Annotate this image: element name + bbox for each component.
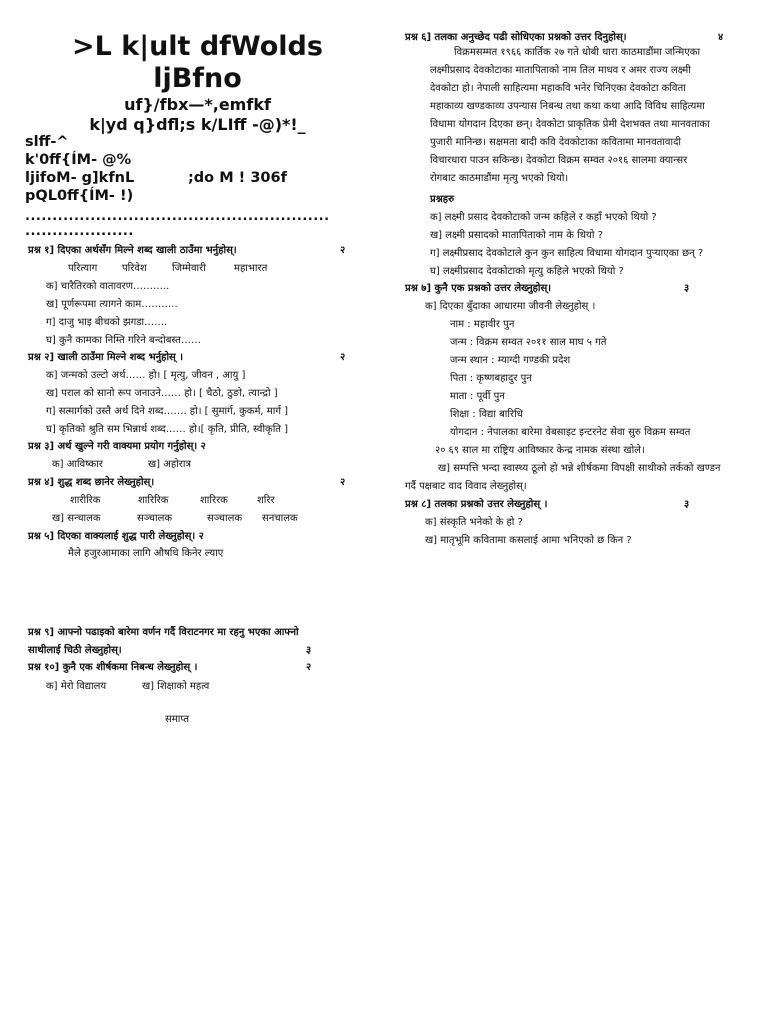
question-7-marks: ३	[684, 283, 690, 294]
question-2-title: प्रश्न २] खाली ठाउँमा मिल्ने शब्द भर्नुहोस् ।	[28, 352, 184, 363]
question-8-marks: ३	[684, 499, 690, 510]
question-item: ख] अहोरात्र	[148, 459, 192, 470]
passage-line: विक्रमसम्मत १९६६ कार्तिक २७ गते धोबी धारा काठमाडौंमा जन्मिएका	[454, 47, 701, 58]
bio-line: जन्म : विक्रम सम्वत २०११ साल माघ ५ गते	[450, 337, 607, 348]
passage-line: रोगबाट काठमाडौंमा मृत्यु भएको थियो।	[430, 173, 569, 184]
class-label: slff-^	[25, 134, 69, 150]
divider-dots: ....................	[25, 224, 134, 239]
question-9-title-cont: साथीलाई चिठी लेख्नुहोस्।	[28, 645, 122, 656]
question-item: ग] दाजु भाइ बीचको झगडा…….	[46, 317, 168, 328]
passage-line: विधामा योगदान दिएका छन्। देवकोटा प्राकृतिक प्रेमी देशभक्त तथा मानवताका	[430, 119, 710, 130]
word-option: सञ्चालक	[137, 513, 173, 524]
word-option: ख] सन्चालक	[52, 513, 101, 524]
question-item: ख] पूर्णरूपमा त्यागने काम………..	[46, 299, 178, 310]
bio-line: योगदान : नेपालका बारेमा वेबसाइट इन्टरनेट सेवा सुरु विक्रम सम्वत	[450, 427, 691, 438]
time-label: ;do M ! 306f	[188, 170, 287, 186]
word-option: शारिरिक	[138, 495, 169, 506]
pass-marks: pQL0ff{ÍM- !)	[25, 188, 134, 204]
question-item: क] मेरो विद्यालय	[46, 681, 107, 692]
exam-title: k|yd q}dfl;s k/LIff -@)*!_	[89, 115, 306, 134]
question-item: ख] सम्पत्ति भन्दा स्वास्थ्य ठूलो हो भन्ने शीर्षकमा विपक्षी साथीको तर्कको खण्डन	[438, 463, 721, 474]
bio-line: माता : पूर्वी पुन	[450, 391, 505, 402]
word-option: सनचालक	[262, 513, 298, 524]
question-1-marks: २	[340, 245, 346, 256]
passage-line: देवकोटा हो। नेपाली साहित्यमा महाकवि भनेर चिनिएका देवकोटा कविता	[430, 83, 686, 94]
bio-line: नाम : महावीर पुन	[450, 319, 515, 330]
question-item: क] संस्कृति भनेको के हो ?	[425, 517, 523, 528]
question-10-title: प्रश्न १०] कुनै एक शीर्षकमा निबन्ध लेख्नुहोस् ।	[28, 662, 198, 673]
word-option: शरिर	[257, 495, 275, 506]
question-6-marks: ४	[718, 32, 724, 43]
question-item: क] चारैतिरको वातावरण………..	[46, 281, 170, 292]
word-option: महाभारत	[234, 263, 268, 274]
question-9-marks: ३	[306, 645, 312, 656]
question-10-marks: २	[306, 662, 312, 673]
question-9-title: प्रश्न ९] आफ्नो पढाइको बारेमा वर्णन गर्दै विराटनगर मा रहनु भएका आफ्नो	[28, 627, 299, 638]
question-4-title: प्रश्न ४] शुद्ध शब्द छानेर लेख्नुहोस्।	[28, 477, 155, 488]
question-7-title: प्रश्न ७] कुनै एक प्रश्नको उत्तर लेख्नुहोस्।	[405, 283, 552, 294]
question-5-title: प्रश्न ५] दिएका वाक्यलाई शुद्ध पारी लेख्नुहोस्। २	[28, 531, 204, 542]
word-option: जिम्मेवारी	[172, 263, 206, 274]
school-subtitle: ljBfno	[153, 63, 242, 94]
question-8-title: प्रश्न ८] तलका प्रश्नको उत्तर लेख्नुहोस् ।	[405, 499, 548, 510]
question-item: ग] सत्मार्गको उस्तै अर्थ दिने शब्द……. हो। [ सुमार्ग, कुकर्म, मार्ग ]	[46, 406, 289, 417]
subject-label: ljifoM- g]kfnL	[25, 170, 135, 186]
divider-dots: ........................................................	[25, 209, 330, 224]
passage-line: लक्ष्मीप्रसाद देवकोटाका मातापिताको नाम तिल माधव र अमर राज्य लक्ष्मी	[430, 65, 691, 76]
end-marker: समाप्त	[165, 714, 190, 725]
question-item: घ] कुनै कामका निम्ति गरिने बन्दोबस्त……	[46, 335, 201, 346]
question-item: ख] शिक्षाको महत्व	[142, 681, 210, 692]
question-item: घ] कृतिको श्रुति सम भिन्नार्थ शब्द…… हो।[ कृति, प्रीति, स्वीकृति ]	[46, 424, 289, 435]
question-item: क] लक्ष्मी प्रसाद देवकोटाको जन्म कहिले र कहाँ भएको थियो ?	[430, 212, 657, 223]
school-name: >L k|ult dfWolds	[72, 31, 323, 62]
questions-subheading: प्रश्नहरु	[430, 194, 455, 205]
word-option: सञ्चालक	[207, 513, 243, 524]
full-marks: k'0ff{ÍM- @%	[25, 152, 132, 168]
question-item-cont: गर्दै पक्षबाट वाद विवाद लेख्नुहोस्।	[405, 481, 527, 492]
passage-line: विचारधारा पाउन सकिन्छ। देवकोटा विक्रम सम्वत २०१६ सालमा क्यान्सर	[430, 155, 688, 166]
question-sentence: मैले हजुरआमाका लागि औषधि किनेर ल्याए	[68, 548, 224, 559]
question-item: क] आविष्कार	[52, 459, 103, 470]
bio-line: २० ६९ साल मा राष्ट्रिय आविष्कार केन्द्र नामक संस्था खोले।	[435, 445, 645, 456]
bio-line: शिक्षा : विद्या बारिधि	[450, 409, 523, 420]
passage-line: पुजारी मानिन्छ। सक्षमता बादी कवि देवकोटाका कवितामा मानवतावादी	[430, 137, 681, 148]
word-option: परिवेश	[122, 263, 147, 274]
bio-line: पिता : कृष्णबहादुर पुन	[450, 373, 532, 384]
question-4-marks: २	[340, 477, 346, 488]
question-item: ख] लक्ष्मी प्रसादको मातापिताको नाम के थियो ?	[430, 230, 603, 241]
question-item: क] दिएका बुँदाका आधारमा जीवनी लेख्नुहोस् ।	[425, 301, 596, 312]
bio-line: जन्म स्थान : म्याग्दी गण्डकी प्रदेश	[450, 355, 571, 366]
word-option: परित्याग	[68, 263, 98, 274]
question-item: ग] लक्ष्मीप्रसाद देवकोटाले कुन कुन साहित्य विधामा योगदान पुऱ्याएका छन् ?	[430, 248, 704, 259]
question-1-title: प्रश्न १] दिएका अर्थसँग मिल्ने शब्द खाली ठाउँमा भर्नुहोस्।	[28, 245, 237, 256]
question-2-marks: २	[340, 352, 346, 363]
passage-line: महाकाव्य खण्डकाव्य उपन्यास निबन्ध तथा कथा कथा आदि विविध साहित्यमा	[430, 101, 705, 112]
word-option: शारीरिक	[70, 495, 101, 506]
question-item: घ] लक्ष्मीप्रसाद देवकोटाको मृत्यु कहिले भएको थियो ?	[430, 266, 624, 277]
word-option: शारिरक	[200, 495, 228, 506]
question-3-title: प्रश्न ३] अर्थ खुल्ने गरी वाक्यमा प्रयोग गर्नुहोस्। २	[28, 441, 206, 452]
question-item: ख] पराल को सानो रूप जनाउने…… हो। [ चैठो, ठुङो, त्यान्द्रो ]	[46, 388, 278, 399]
question-6-title: प्रश्न ६] तलका अनुच्छेद पढी सोधिएका प्रश्नको उत्तर दिनुहोस्।	[405, 32, 627, 43]
question-item: ख] मातृभूमि कवितामा कसलाई आमा भनिएको छ किन ?	[425, 535, 632, 546]
passage	[430, 44, 746, 188]
school-address: uf}/fbx—*,emfkf	[124, 95, 271, 114]
question-item: क] जन्मको उल्टो अर्थ…… हो। [ मृत्यु, जीवन , आयु ]	[46, 370, 246, 381]
